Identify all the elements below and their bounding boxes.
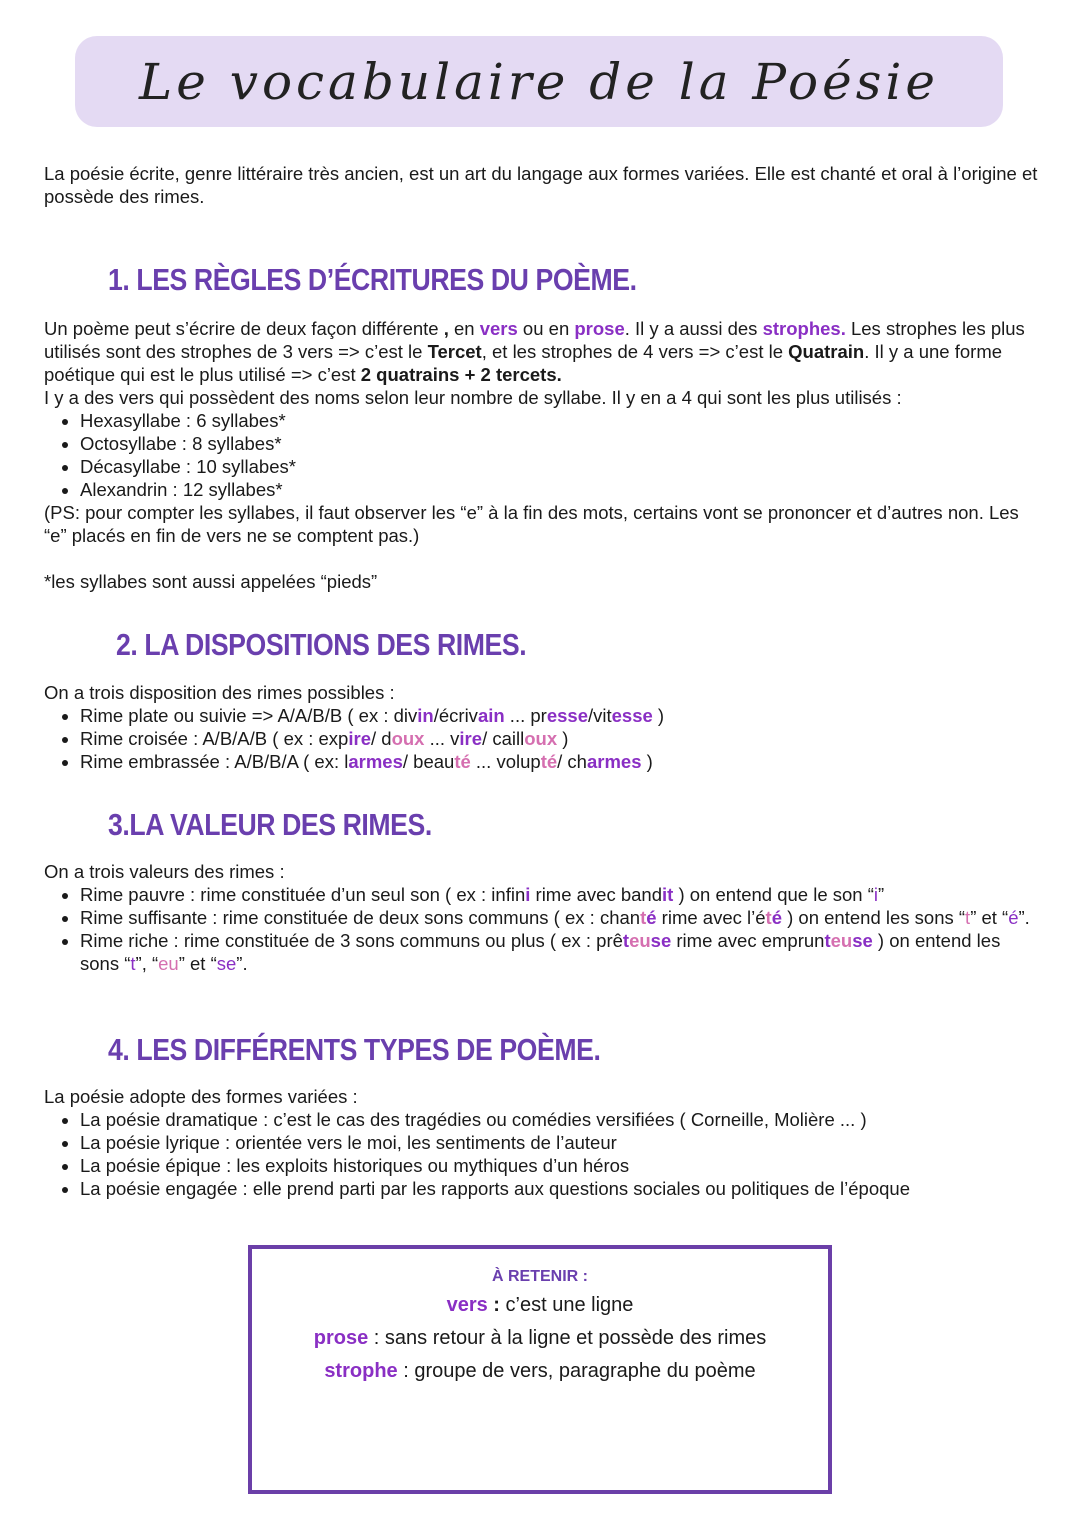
text-segment: Hexasyllabe : 6 syllabes* [80,410,286,431]
highlighted-text: té [540,751,558,772]
highlighted-text: prose [574,318,625,339]
intro-paragraph [44,162,1044,208]
text-segment: La poésie épique : les exploits historiques ou mythiques d’un héros [80,1155,630,1176]
list-item [80,929,1044,975]
list-item [80,704,1044,727]
highlighted-text: t [640,907,647,928]
text-segment: / caill [482,728,525,749]
text-segment: ) [557,728,569,749]
text-segment: ) [652,705,665,726]
bullet-list [44,883,1044,975]
text-segment: Les strophes les plus utilisés sont des strophes de 3 vers => c’est le [44,318,1025,362]
section-4-body [44,1085,1044,1200]
text-segment: ) [641,751,653,772]
highlighted-text: 2 quatrains + 2 tercets. [360,364,562,385]
text-segment: On a trois valeurs des rimes : [44,861,285,882]
text-segment: c’est une ligne [505,1294,634,1316]
text-segment: La poésie adopte des formes variées : [44,1086,358,1107]
section-1-body [44,317,1044,593]
highlighted-text: strophes. [762,318,846,339]
text-segment: (PS: pour compter les syllabes, il faut observer les “e” à la fin des mots, certains vont se prononcer et d’autres non. Les “e” placés en fin de vers ne se comptent pas.) [44,502,1019,546]
text-segment: rime avec emprun [671,930,825,951]
highlighted-text: oux [524,728,558,749]
paragraph [44,860,1044,883]
text-segment: On a trois disposition des rimes possibles : [44,682,395,703]
list-item [80,1108,1044,1131]
highlighted-text: t [965,907,971,928]
section-2-body [44,681,1044,773]
text-segment: ... v [424,728,460,749]
highlighted-text: strophe [324,1360,398,1382]
section-3-heading: 3.LA VALEUR DES RIMES. [108,807,432,842]
text-segment: Alexandrin : 12 syllabes* [80,479,283,500]
section-1-heading: 1. LES RÈGLES D’ÉCRITURES DU POÈME. [108,262,637,297]
paragraph [44,386,1044,409]
text-segment: Un poème peut s’écrire de deux façon différente [44,318,444,339]
highlighted-text: té [454,751,471,772]
list-item [80,478,1044,501]
text-segment: ... pr [504,705,547,726]
text-segment: ) on entend que le son “ [673,884,874,905]
text-segment: ”, “ [135,953,159,974]
text-segment: Rime riche : rime constituée de 3 sons communs ou plus ( ex : prê [80,930,623,951]
bullet-list [44,704,1044,773]
paragraph [44,162,1044,208]
text-segment: Rime pauvre : rime constituée d’un seul son ( ex : infin [80,884,526,905]
page-title: Le vocabulaire de la Poésie [139,52,939,111]
list-item [80,432,1044,455]
highlighted-text: eu [629,930,651,951]
highlighted-text: prose [313,1327,369,1349]
highlighted-text: , [443,318,449,339]
text-segment: rime avec l’é [656,907,766,928]
paragraph [312,1355,768,1388]
highlighted-text: i [525,884,531,905]
highlighted-text: eu [830,930,853,951]
list-item [80,455,1044,478]
list-item [80,906,1044,929]
retenir-heading: À RETENIR : [492,1268,588,1285]
text-segment: La poésie dramatique : c’est le cas des tragédies ou comédies versifiées ( Corneille, Molière ... ) [80,1109,867,1130]
text-segment: Rime plate ou suivie => A/A/B/B ( ex : div [80,705,418,726]
title-banner [75,36,1003,127]
highlighted-text: se [216,953,237,974]
highlighted-text: t [765,907,772,928]
text-segment: Rime croisée : A/B/A/B ( ex : exp [80,728,349,749]
highlighted-text: oux [391,728,425,749]
highlighted-text: armes [348,751,403,772]
text-segment: ... volup [470,751,541,772]
text-segment: ) on entend les sons “ [80,930,1001,974]
highlighted-text: é [646,907,657,928]
paragraph [44,1085,1044,1108]
text-segment: . Il y a une forme poétique qui est le plus utilisé => c’est [44,341,1003,385]
text-segment: , et les strophes de 4 vers => c’est le [481,341,789,362]
highlighted-text: armes [586,751,642,772]
text-segment: La poésie engagée : elle prend parti par les rapports aux questions sociales ou politiques de l’époque [80,1178,910,1199]
bullet-list [44,409,1044,501]
highlighted-text: i [873,884,879,905]
text-segment: ”. [236,953,248,974]
highlighted-text: ain [477,705,505,726]
list-item [80,750,1044,773]
highlighted-text: se [852,930,873,951]
highlighted-text: : [487,1294,506,1316]
text-segment: La poésie lyrique : orientée vers le moi, les sentiments de l’auteur [80,1132,617,1153]
paragraph [312,1322,768,1355]
paragraph [44,501,1044,547]
highlighted-text: vers [446,1294,488,1316]
text-segment: Rime embrassée : A/B/B/A ( ex: l [80,751,349,772]
list-item [80,1177,1044,1200]
text-segment: *les syllabes sont aussi appelées “pieds” [44,571,378,592]
text-segment: : sans retour à la ligne et possède des rimes [368,1327,767,1349]
highlighted-text: ire [459,728,483,749]
text-segment: I y a des vers qui possèdent des noms selon leur nombre de syllabe. Il y en a 4 qui sont les plus utilisés : [44,387,902,408]
paragraph [312,1289,768,1322]
paragraph [44,317,1044,386]
text-segment: . Il y a aussi des [624,318,763,339]
highlighted-text: t [824,930,831,951]
highlighted-text: Tercet [427,341,482,362]
text-segment: /vit [587,705,612,726]
highlighted-text: t [622,930,630,951]
section-4-heading: 4. LES DIFFÉRENTS TYPES DE POÈME. [108,1032,601,1067]
text-segment: / d [371,728,392,749]
text-segment: / ch [557,751,587,772]
text-segment: ) on entend les sons “ [781,907,966,928]
list-item [80,1131,1044,1154]
text-segment: ou en [517,318,575,339]
highlighted-text: eu [158,953,179,974]
highlighted-text: esse [546,705,588,726]
text-segment: Rime suffisante : rime constituée de deux sons communs ( ex : chan [80,907,641,928]
highlighted-text: esse [611,705,653,726]
highlighted-text: se [650,930,672,951]
text-segment: / beau [402,751,455,772]
paragraph [44,547,1044,570]
text-segment: ” [878,884,885,905]
text-segment: /écriv [433,705,478,726]
text-segment: ” et “ [970,907,1009,928]
highlighted-text: Quatrain [788,341,865,362]
highlighted-text: ire [348,728,371,749]
text-segment: : groupe de vers, paragraphe du poème [397,1360,756,1382]
highlighted-text: vers [479,318,518,339]
highlighted-text: it [662,884,674,905]
highlighted-text: t [130,953,136,974]
bullet-list [44,1108,1044,1200]
highlighted-text: é [1008,907,1019,928]
text-segment: ”. [1018,907,1030,928]
list-item [80,883,1044,906]
section-3-body [44,860,1044,975]
list-item [80,1154,1044,1177]
text-segment: Octosyllabe : 8 syllabes* [80,433,282,454]
text-segment: La poésie écrite, genre littéraire très ancien, est un art du langage aux formes variées. Elle est chanté et oral à l’origine et possède des rimes. [44,163,1038,207]
retenir-lines [252,1289,828,1388]
text-segment: ” et “ [178,953,217,974]
section-2-heading: 2. LA DISPOSITIONS DES RIMES. [116,627,527,662]
paragraph [44,570,1044,593]
retenir-box [248,1245,832,1494]
text-segment: rime avec band [530,884,663,905]
paragraph [44,681,1044,704]
text-segment: Décasyllabe : 10 syllabes* [80,456,296,477]
highlighted-text: é [771,907,782,928]
highlighted-text: in [417,705,434,726]
list-item [80,727,1044,750]
list-item [80,409,1044,432]
text-segment: en [448,318,480,339]
